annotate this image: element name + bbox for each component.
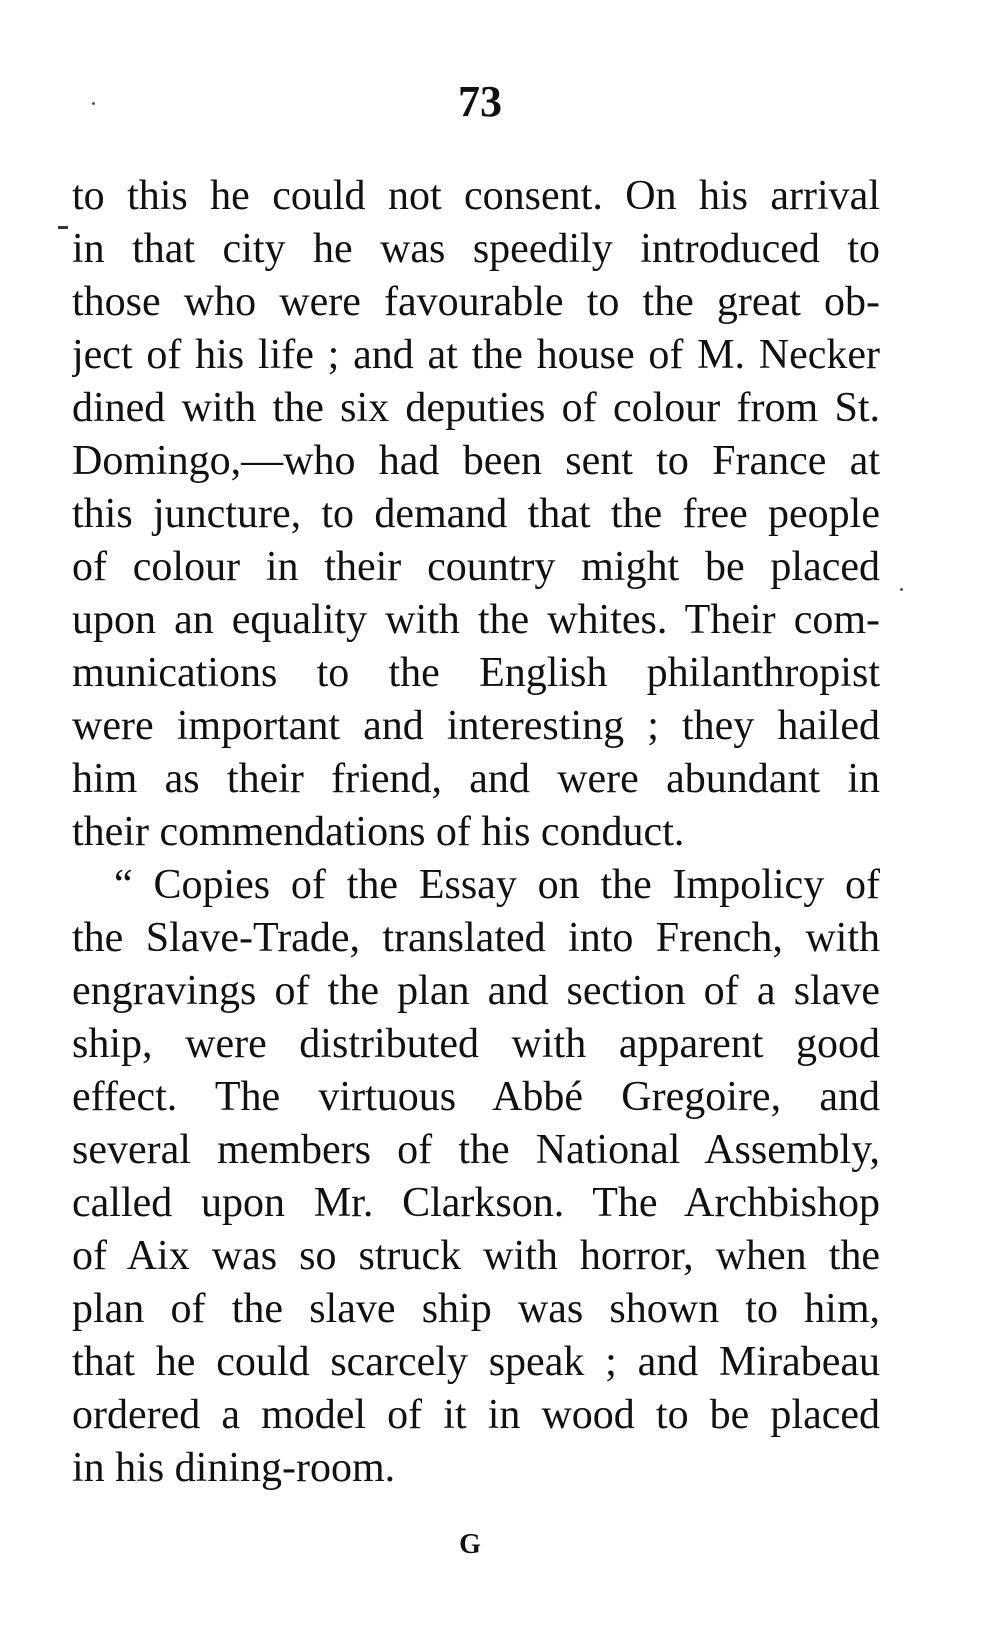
text-line: their commendations of his conduct. xyxy=(72,809,685,855)
page-number: 73 xyxy=(458,77,502,126)
text-line: that he could scarcely speak ; and Mirabeau xyxy=(72,1339,880,1385)
text-line: Domingo,—who had been sent to France at xyxy=(72,438,880,484)
text-line: “ Copies of the Essay on the Impolicy of xyxy=(114,862,880,908)
text-line: dined with the six deputies of colour from St. xyxy=(72,385,880,431)
text-line: ject of his life ; and at the house of M. Necker xyxy=(72,332,880,378)
text-line: of Aix was so struck with horror, when the xyxy=(72,1233,880,1279)
text-line: him as their friend, and were abundant in xyxy=(72,756,880,802)
text-line: called upon Mr. Clarkson. The Archbishop xyxy=(72,1180,880,1226)
margin-mark xyxy=(58,226,68,229)
text-line: munications to the English philanthropist xyxy=(72,650,880,696)
paragraph-1 xyxy=(72,170,880,859)
text-line: ordered a model of it in wood to be placed xyxy=(72,1392,880,1438)
text-line: plan of the slave ship was shown to him, xyxy=(72,1286,880,1332)
text-line: the Slave-Trade, translated into French, with xyxy=(72,915,880,961)
text-line: those who were favourable to the great ob- xyxy=(72,279,880,325)
text-line: ship, were distributed with apparent good xyxy=(72,1021,880,1067)
text-line: engravings of the plan and section of a slave xyxy=(72,968,880,1014)
text-line: upon an equality with the whites. Their com- xyxy=(72,597,880,643)
text-line: to this he could not consent. On his arrival xyxy=(72,173,880,219)
text-line: this juncture, to demand that the free people xyxy=(72,491,880,537)
text-line: several members of the National Assembly, xyxy=(72,1127,880,1173)
text-line: in that city he was speedily introduced to xyxy=(72,226,880,272)
body-text xyxy=(72,170,880,1495)
text-line: in his dining-room. xyxy=(72,1445,396,1491)
text-line: were important and interesting ; they hailed xyxy=(72,703,880,749)
print-speck xyxy=(900,588,903,591)
print-speck xyxy=(92,102,95,105)
text-line: effect. The virtuous Abbé Gregoire, and xyxy=(72,1074,880,1120)
signature-mark: G xyxy=(459,1529,481,1560)
text-line: of colour in their country might be placed xyxy=(72,544,880,590)
paragraph-2 xyxy=(72,859,880,1495)
